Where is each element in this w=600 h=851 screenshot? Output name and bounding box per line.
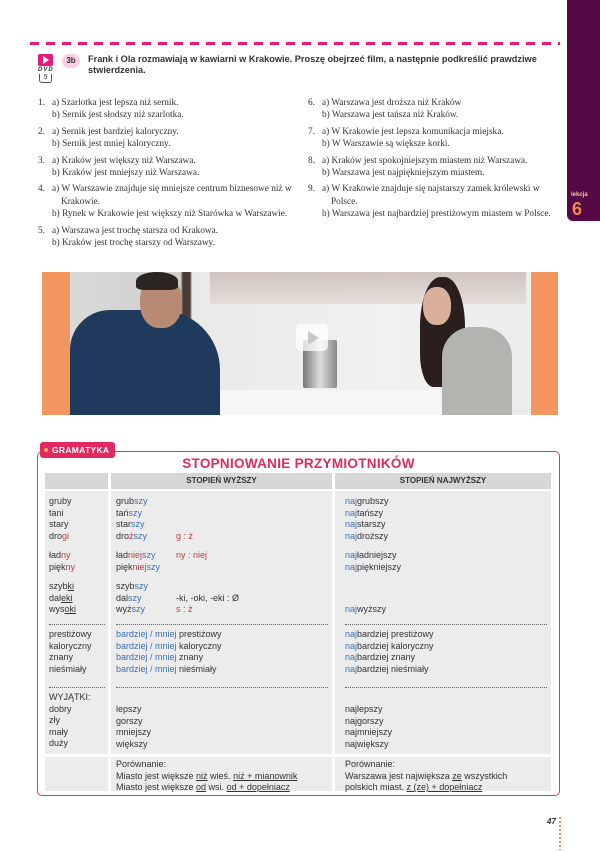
divider-1a	[49, 624, 105, 625]
divider-1b	[116, 624, 328, 625]
woman-figure	[442, 327, 512, 415]
option-b[interactable]: b) Kraków jest trochę starszy od Warszawy.	[52, 238, 215, 249]
question-number: 5.	[38, 225, 45, 236]
question-number: 6.	[308, 98, 315, 108]
exceptions-base: WYJĄTKI: dobry zły mały duży	[49, 692, 91, 749]
group4-superlative: najbardziej prestiżowy najbardziej kaloryczny najbardziej znany najbardziej nieśmiały	[345, 629, 434, 674]
man-figure	[70, 310, 220, 415]
question-number: 2.	[38, 126, 45, 137]
question-item	[308, 155, 563, 180]
option-a[interactable]: a) Warszawa jest droższa niż Kraków	[322, 98, 462, 108]
question-item	[38, 183, 298, 220]
exceptions-comparative: lepszy gorszy mniejszy większy	[116, 704, 152, 749]
option-a[interactable]: a) Sernik jest bardziej kaloryczny.	[52, 126, 179, 137]
option-a[interactable]: a) Kraków jest spokojniejszym miastem niż Warszawa.	[322, 155, 528, 166]
question-number: 8.	[308, 155, 315, 166]
video-still	[70, 272, 531, 415]
option-a[interactable]: a) Warszawa jest trochę starsza od Krakowa.	[52, 225, 219, 236]
woman-face	[423, 287, 451, 325]
divider-2b	[116, 687, 328, 688]
option-b[interactable]: b) Sernik jest słodszy niż szarlotka.	[52, 110, 184, 121]
group3-base: szybki daleki wysoki	[49, 581, 77, 615]
exercise-instruction: Frank i Ola rozmawiają w kawiarni w Krakowie. Proszę obejrzeć film, a następnie podkreślić prawdziwe stwierdzenia.	[88, 54, 537, 75]
option-b[interactable]: b) Warszawa jest tańsza niż Kraków.	[322, 110, 459, 121]
option-a[interactable]: a) W Krakowie jest lepsza komunikacja miejska.	[322, 126, 504, 137]
lesson-label: lekcja	[571, 192, 588, 198]
questions-left	[38, 97, 298, 253]
group2-superlative: najładniejszy najpiękniejszy	[345, 550, 402, 572]
option-b[interactable]: b) Rynek w Krakowie jest większy niż Starówka w Warszawie.	[52, 209, 288, 220]
group3-note-ending: -ki, -oki, -eki : Ø	[176, 593, 240, 603]
group3-superlative: najwyższy	[345, 604, 387, 614]
question-item	[308, 97, 563, 122]
option-b[interactable]: b) Sernik jest mniej kaloryczny.	[52, 139, 171, 150]
page-dots	[559, 817, 561, 850]
lesson-number: 6	[572, 199, 583, 219]
questions-right	[308, 97, 563, 225]
window-view	[210, 272, 526, 304]
comparison-comparative: Porównanie: Miasto jest większe niż wieś. niż + mianownik Miasto jest większe od wsi. od + dopełniacz	[116, 759, 298, 793]
page-number: 47	[547, 817, 556, 826]
question-item	[308, 126, 563, 151]
group2-base: ładny piękny	[49, 550, 76, 572]
divider-2c	[345, 687, 547, 688]
question-item	[38, 155, 298, 180]
dvd-number: 5	[39, 74, 52, 83]
header-comparative: STOPIEŃ WYŻSZY	[111, 473, 332, 489]
option-a[interactable]: a) Kraków jest większy niż Warszawa.	[52, 155, 196, 166]
group1-base: gruby tani stary drogi	[49, 496, 72, 541]
option-b[interactable]: b) Kraków jest mniejszy niż Warszawa.	[52, 168, 200, 179]
group1-superlative: najgrubszy najtańszy najstarszy najdroższy	[345, 496, 389, 541]
play-icon[interactable]	[296, 324, 328, 351]
header-blank	[45, 473, 108, 489]
group1-comparative: grubszy tańszy starszy droższy	[116, 496, 148, 541]
man-hair	[136, 272, 178, 290]
group2-comparative: ładniejszy piękniejszy	[116, 550, 161, 572]
exercise-number: 3b	[62, 54, 80, 68]
question-item	[38, 97, 298, 122]
video-player[interactable]	[42, 272, 558, 415]
group4-comparative: bardziej / mniej prestiżowy bardziej / mniej kaloryczny bardziej / mniej znany bardziej / mniej nieśmiały	[116, 629, 222, 674]
group3-note-consonant: s : ż	[176, 604, 193, 614]
lesson-tab	[567, 0, 600, 221]
dvd-play-icon	[38, 54, 53, 66]
option-a[interactable]: a) W Krakowie znajduje się najstarszy zamek królewski w Polsce.	[322, 184, 540, 207]
divider-2a	[49, 687, 105, 688]
grammar-title: STOPNIOWANIE PRZYMIOTNIKÓW	[182, 456, 415, 471]
cafe-table	[200, 390, 480, 415]
option-b[interactable]: b) Warszawa jest najbardziej prestiżowym miastem w Polsce.	[322, 209, 551, 220]
option-a[interactable]: a) W Warszawie znajduje się mniejsze centrum biznesowe niż w Krakowie.	[52, 184, 292, 207]
dvd-label: DVD	[38, 67, 54, 73]
question-number: 3.	[38, 155, 45, 166]
comparison-superlative: Porównanie: Warszawa jest największa ze wszystkich polskich miast. z (ze) + dopełniacz	[345, 759, 508, 793]
exceptions-superlative: najlepszy najgorszy najmniejszy największy	[345, 704, 393, 749]
header-superlative: STOPIEŃ NAJWYŻSZY	[335, 473, 551, 489]
question-item	[308, 183, 563, 220]
question-item	[38, 126, 298, 151]
question-number: 7.	[308, 126, 315, 137]
group2-note: ny : niej	[176, 550, 208, 560]
group1-note: g : ż	[176, 531, 194, 541]
option-a[interactable]: a) Szarlotka jest lepsza niż sernik.	[52, 98, 179, 108]
question-number: 4.	[38, 184, 45, 195]
question-item	[38, 225, 298, 250]
question-number: 1.	[38, 98, 45, 108]
grammar-tag: GRAMATYKA	[40, 442, 115, 458]
question-number: 9.	[308, 184, 315, 195]
option-b[interactable]: b) Warszawa jest najpiękniejszym miastem.	[322, 168, 485, 179]
section-divider	[30, 42, 560, 45]
group4-base: prestiżowy kaloryczny znany nieśmiały	[49, 629, 92, 674]
group3-comparative: szybszy dalszy wyższy	[116, 581, 149, 615]
option-b[interactable]: b) W Warszawie są większe korki.	[322, 139, 450, 150]
divider-1c	[345, 624, 547, 625]
col-base-bottom	[45, 757, 108, 791]
